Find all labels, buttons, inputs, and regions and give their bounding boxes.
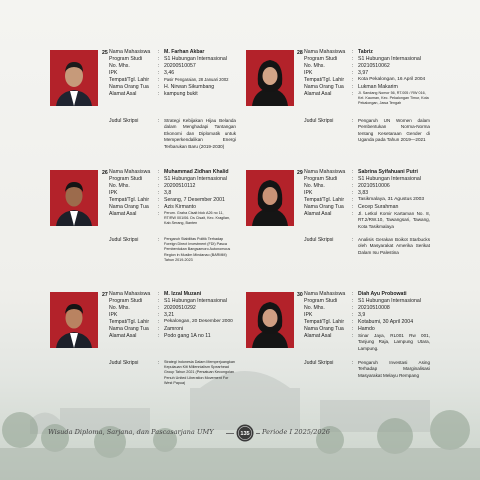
graduate-name: M. Farhan Akbar <box>164 49 205 55</box>
graduate-thesis: Strategi Kebijakan Hijau Belanda dalam Menghadapi Tantangan Ekonomi dan Diplomatik untuk Memperkendalikan Energi Terbarukan Baru (2019-2030) <box>164 118 236 149</box>
colon: : <box>158 70 160 76</box>
label-thesis: Judul Skripsi <box>304 237 334 243</box>
label-ttl: Tempat/Tgl. Lahir <box>109 319 150 325</box>
colon: : <box>352 91 354 97</box>
label-thesis: Judul Skripsi <box>109 360 139 366</box>
label-name: Nama Mahasiswa <box>304 49 346 55</box>
graduate-name: Tabriz <box>358 49 373 55</box>
colon: : <box>158 91 160 97</box>
colon: : <box>158 291 160 297</box>
graduate-birth: Kotabumi, 30 April 2004 <box>358 319 414 325</box>
colon: : <box>352 326 354 332</box>
graduate-program: S1 Hubungan Internasional <box>358 298 421 304</box>
colon: : <box>352 176 354 182</box>
colon: : <box>352 333 354 339</box>
colon: : <box>158 176 160 182</box>
label-program: Program Studi <box>304 298 338 304</box>
colon: : <box>158 77 160 83</box>
colon: : <box>352 183 354 189</box>
colon: : <box>158 319 160 325</box>
graduate-name: M. Izzal Muzani <box>164 291 202 297</box>
colon: : <box>158 298 160 304</box>
colon: : <box>352 70 354 76</box>
graduate-parent: Cecep Surahman <box>358 204 399 210</box>
colon: : <box>158 326 160 332</box>
label-name: Nama Mahasiswa <box>109 49 151 55</box>
footer-divider <box>226 433 234 434</box>
colon: : <box>158 190 160 196</box>
colon: : <box>352 77 354 83</box>
graduate-thesis: Strategi Indonesia Dalam Memperjuangkan Kepulauan Kiti Millennialism Spearhead Group Tahun 2021 (Persatuan Kecongolan Penuh United Liberation Movement For West Papua) <box>164 360 235 385</box>
label-ipk: IPK <box>109 70 118 76</box>
graduate-birth: Pekalongan, 20 Desember 2000 <box>164 319 233 324</box>
label-name: Nama Mahasiswa <box>109 291 151 297</box>
colon: : <box>158 118 160 124</box>
graduate-photo <box>50 50 98 106</box>
label-thesis: Judul Skripsi <box>109 237 139 243</box>
label-name: Nama Mahasiswa <box>304 291 346 297</box>
label-nim: No. Mhs. <box>109 305 130 311</box>
graduate-nim: 20210510006 <box>358 183 390 189</box>
graduate-birth: Serang, 7 Desember 2001 <box>164 197 225 203</box>
colon: : <box>352 84 354 90</box>
label-program: Program Studi <box>109 56 143 62</box>
graduate-parent: H. Nirwan Sikumbang <box>164 84 215 90</box>
label-ttl: Tempat/Tgl. Lahir <box>109 197 150 203</box>
label-ttl: Tempat/Tgl. Lahir <box>304 319 345 325</box>
label-ipk: IPK <box>304 70 313 76</box>
graduate-name: Sabrina Syifahuani Putri <box>358 169 418 175</box>
graduate-address: kampung bukit <box>164 91 198 97</box>
colon: : <box>158 183 160 189</box>
label-parent: Nama Orang Tua <box>109 204 149 210</box>
entry-number: 27 <box>102 292 108 298</box>
graduate-photo <box>50 292 98 348</box>
umy-logo-icon <box>236 424 254 442</box>
graduate-parent: Zamroni <box>164 326 184 332</box>
label-name: Nama Mahasiswa <box>109 169 151 175</box>
colon: : <box>352 319 354 325</box>
label-address: Alamat Asal <box>109 333 137 339</box>
colon: : <box>352 49 354 55</box>
graduate-address: Jl. Letkol Komir Kartaman No. 8, RT.2/RW.10, Tawangsari, Tawang, Kota Tasikmalaya <box>358 211 430 229</box>
colon: : <box>352 63 354 69</box>
graduate-program: S1 Hubungan Internasional <box>164 298 227 304</box>
colon: : <box>352 305 354 311</box>
label-thesis: Judul Skripsi <box>304 118 334 124</box>
colon: : <box>158 84 160 90</box>
footer-divider <box>256 433 260 434</box>
graduate-parent: Azis Kirmanto <box>164 204 196 210</box>
graduate-birth: Kota Pekalongan, 16 April 2004 <box>358 77 426 82</box>
label-parent: Nama Orang Tua <box>304 204 344 210</box>
colon: : <box>158 211 160 217</box>
page-footer <box>0 424 480 444</box>
graduate-thesis: Analisis Gerakan Boikot Starbucks oleh Masyarakat Amerika Serikat Dalam Isu Palestina <box>358 237 430 255</box>
colon: : <box>352 211 354 217</box>
entry-number: 29 <box>297 170 303 176</box>
graduate-photo <box>50 170 98 226</box>
graduate-parent: Hamdo <box>358 326 375 332</box>
colon: : <box>158 56 160 62</box>
graduate-photo <box>246 170 294 226</box>
graduate-photo <box>246 292 294 348</box>
colon: : <box>158 197 160 203</box>
colon: : <box>158 360 160 366</box>
colon: : <box>352 237 354 243</box>
label-ttl: Tempat/Tgl. Lahir <box>109 77 150 83</box>
graduate-ipk: 3,21 <box>164 312 175 318</box>
colon: : <box>158 305 160 311</box>
entry-number: 28 <box>297 50 303 56</box>
graduate-thesis: Pengaruh UN Women dalam Pembentukan Norma-Norma tentang Kesetaraan Gender di Uganda pada Tahun 2019—2021 <box>358 118 430 143</box>
graduate-ipk: 3,83 <box>358 190 369 196</box>
graduate-address: Jl. Sandang Nomor 56, RT.005 / RW 016, Kel. Kauman, Kec. Pekalongan Timur, Kota Pekalongan, Jawa Tengah <box>358 91 429 106</box>
label-nim: No. Mhs. <box>304 63 325 69</box>
colon: : <box>158 49 160 55</box>
graduate-program: S1 Hubungan Internasional <box>358 176 421 182</box>
graduate-nim: 20210510008 <box>358 305 390 311</box>
colon: : <box>352 197 354 203</box>
graduate-program: S1 Hubungan Internasional <box>164 176 227 182</box>
colon: : <box>352 190 354 196</box>
graduate-ipk: 3,46 <box>164 70 175 76</box>
label-program: Program Studi <box>109 176 143 182</box>
graduate-birth: Tasikmalaya, 31 Agustus 2003 <box>358 197 425 202</box>
colon: : <box>352 291 354 297</box>
label-parent: Nama Orang Tua <box>304 326 344 332</box>
colon: : <box>352 118 354 124</box>
label-ipk: IPK <box>109 190 118 196</box>
graduate-nim: 20200510112 <box>164 183 196 189</box>
entry-number: 26 <box>102 170 108 176</box>
graduate-ipk: 3,97 <box>358 70 369 76</box>
label-program: Program Studi <box>304 56 338 62</box>
graduate-name: Muhammad Zidhan Khalid <box>164 169 229 175</box>
graduate-nim: 20200510057 <box>164 63 196 69</box>
graduate-thesis: Pengaruh Stabilitas Politik Terhadap Foreign Direct Investment (FDI) Pasca Pembentukan Bangsamoro Autonomous Region in Muslim Mindanao (BARMM) Tahun 2019-2023 <box>164 237 231 262</box>
entry-number: 30 <box>297 292 303 298</box>
colon: : <box>352 298 354 304</box>
graduate-address: Podo gang 1A no 11 <box>164 333 211 339</box>
graduate-program: S1 Hubungan Internasional <box>358 56 421 62</box>
label-nim: No. Mhs. <box>304 183 325 189</box>
graduate-ipk: 3,9 <box>358 312 366 318</box>
graduate-nim: 20210510062 <box>358 63 390 69</box>
graduate-address: Perum. Graha Cisait blok A26 no 11, RT/RW 001/06. Ds Cisait, Kec. Kragilan, Kab.Serang, Banten <box>164 211 231 226</box>
graduate-nim: 20200510292 <box>164 305 196 311</box>
label-address: Alamat Asal <box>109 91 137 97</box>
label-program: Program Studi <box>304 176 338 182</box>
graduate-address: Sinar Jaya, RL001 Rw 001, Tanjung Raja, Lampung Utara, Lampung. <box>358 333 430 351</box>
colon: : <box>158 333 160 339</box>
label-nim: No. Mhs. <box>304 305 325 311</box>
label-program: Program Studi <box>109 298 143 304</box>
label-address: Alamat Asal <box>304 91 332 97</box>
colon: : <box>352 169 354 175</box>
label-ttl: Tempat/Tgl. Lahir <box>304 197 345 203</box>
colon: : <box>158 204 160 210</box>
graduate-birth: Pasir Pengaraian, 28 Januari 2002 <box>164 77 229 82</box>
graduate-name: Diah Ayu Probowati <box>358 291 407 297</box>
label-nim: No. Mhs. <box>109 63 130 69</box>
label-address: Alamat Asal <box>304 211 332 217</box>
footer-badge-number: 135 <box>240 431 250 437</box>
label-ipk: IPK <box>304 190 313 196</box>
label-parent: Nama Orang Tua <box>109 84 149 90</box>
colon: : <box>158 312 160 318</box>
label-parent: Nama Orang Tua <box>304 84 344 90</box>
label-parent: Nama Orang Tua <box>109 326 149 332</box>
graduate-program: S1 Hubungan Internasional <box>164 56 227 62</box>
label-ttl: Tempat/Tgl. Lahir <box>304 77 345 83</box>
graduate-photo <box>246 50 294 106</box>
label-address: Alamat Asal <box>304 333 332 339</box>
colon: : <box>352 204 354 210</box>
label-name: Nama Mahasiswa <box>304 169 346 175</box>
colon: : <box>158 237 160 243</box>
colon: : <box>352 360 354 366</box>
label-nim: No. Mhs. <box>109 183 130 189</box>
footer-event-title: Wisuda Diploma, Sarjana, dan Pascasarjana UMY <box>48 428 214 436</box>
colon: : <box>158 63 160 69</box>
colon: : <box>352 56 354 62</box>
label-address: Alamat Asal <box>109 211 137 217</box>
label-ipk: IPK <box>304 312 313 318</box>
entry-number: 25 <box>102 50 108 56</box>
footer-period: Periode I 2025/2026 <box>262 428 330 436</box>
label-thesis: Judul Skripsi <box>109 118 139 124</box>
colon: : <box>352 312 354 318</box>
label-thesis: Judul Skripsi <box>304 360 334 366</box>
graduate-ipk: 3,8 <box>164 190 172 196</box>
label-ipk: IPK <box>109 312 118 318</box>
graduate-thesis: Pengaruh Investasi Asing Terhadap Marginalisasi Masyarakat Melayu Rempang <box>358 360 430 378</box>
graduate-parent: Lukman Makarim <box>358 84 398 90</box>
colon: : <box>158 169 160 175</box>
